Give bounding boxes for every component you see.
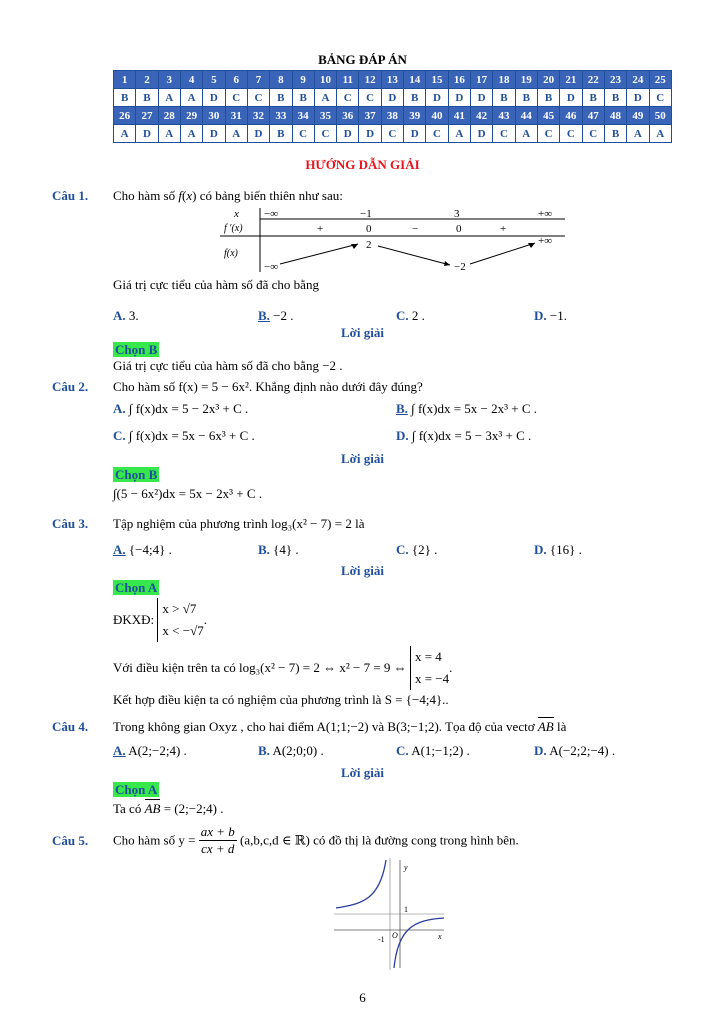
solution-label: Lời giải xyxy=(341,325,384,340)
option-value: A(2;0;0) . xyxy=(272,743,324,758)
option xyxy=(113,743,187,759)
condition-line: x > √7 xyxy=(162,601,197,616)
bbt-sign: 0 xyxy=(456,223,462,235)
option-value: {4} . xyxy=(273,542,299,557)
bbt-arrow xyxy=(378,246,450,265)
answer-cell: 40 xyxy=(426,107,448,125)
option xyxy=(396,428,531,444)
answer-cell: 9 xyxy=(292,71,314,89)
answer-row-answers xyxy=(114,89,672,107)
answer-cell: 2 xyxy=(136,71,158,89)
answer-cell: D xyxy=(471,125,493,143)
answer-cell: 20 xyxy=(537,71,559,89)
answer-cell: 8 xyxy=(270,71,292,89)
answer-cell: C xyxy=(381,125,403,143)
solution-label: Lời giải xyxy=(341,765,384,780)
option xyxy=(396,308,425,324)
graph-x-label: x xyxy=(438,932,442,941)
answer-cell: 39 xyxy=(404,107,426,125)
answer-cell: D xyxy=(404,125,426,143)
option-value: {16} . xyxy=(549,542,582,557)
vector-label: AB xyxy=(144,801,161,816)
answer-cell: 28 xyxy=(158,107,180,125)
option xyxy=(258,743,324,759)
bbt-sign: + xyxy=(317,223,324,235)
answer-cell: 24 xyxy=(627,71,649,89)
answer-cell: C xyxy=(292,125,314,143)
answer-cell: B xyxy=(270,89,292,107)
answer-cell: A xyxy=(158,89,180,107)
answer-cell: 4 xyxy=(180,71,202,89)
bbt-sign: 0 xyxy=(366,223,372,235)
option xyxy=(534,743,615,759)
fraction-denominator: cx + d xyxy=(201,841,235,856)
question-stem xyxy=(113,824,519,857)
variation-table xyxy=(220,208,565,272)
answer-cell: A xyxy=(314,89,336,107)
solution-heading: HƯỚNG DẪN GIẢI xyxy=(305,157,420,172)
answer-cell: D xyxy=(560,89,582,107)
answer-cell: 49 xyxy=(627,107,649,125)
answer-table-title: BẢNG ĐÁP ÁN xyxy=(318,52,407,67)
bbt-f-val: +∞ xyxy=(538,235,553,247)
stem-text: Cho hàm số y = xyxy=(113,832,196,848)
answer-table xyxy=(113,70,672,143)
solution-label: Lời giải xyxy=(341,563,384,578)
answer-cell: C xyxy=(314,125,336,143)
graph-branch-left xyxy=(336,860,386,908)
answer-cell: D xyxy=(203,89,225,107)
answer-cell: 5 xyxy=(203,71,225,89)
answer-cell: 47 xyxy=(582,107,604,125)
stem-text: có đồ thị là đường cong trong hình bên. xyxy=(313,832,519,848)
bbt-x-label: x xyxy=(234,208,239,220)
option-value: ∫ f(x)dx = 5x − 2x³ + C . xyxy=(411,401,538,416)
answer-cell: C xyxy=(582,125,604,143)
solution-label: Lời giải xyxy=(341,451,384,466)
answer-cell: D xyxy=(247,125,269,143)
answer-cell: 41 xyxy=(448,107,470,125)
option-key: D. xyxy=(534,308,547,323)
chosen-answer-badge: Chọn A xyxy=(115,782,158,797)
answer-cell: 7 xyxy=(247,71,269,89)
answer-cell: 50 xyxy=(649,107,672,125)
answer-cell: B xyxy=(136,89,158,107)
option-key: A. xyxy=(113,542,126,557)
bbt-f-val: −2 xyxy=(454,261,466,272)
answer-cell: 22 xyxy=(582,71,604,89)
option xyxy=(113,401,248,417)
answer-cell: A xyxy=(225,125,247,143)
option-value: A(−2;2;−4) . xyxy=(549,743,616,758)
option-key: C. xyxy=(396,743,409,758)
answer-row-answers xyxy=(114,125,672,143)
answer-cell: D xyxy=(337,125,359,143)
vector-label: AB xyxy=(537,719,554,734)
answer-cell: B xyxy=(114,89,136,107)
answer-cell: C xyxy=(560,125,582,143)
answer-cell: 10 xyxy=(314,71,336,89)
question-stem xyxy=(113,719,566,735)
chosen-answer-badge: Chọn B xyxy=(115,342,158,357)
solution-text: Kết hợp điều kiện ta có nghiệm của phương trình là S = {−4;4}.. xyxy=(113,692,449,707)
solution-text: Với điều kiện trên ta có log₃(x² − 7) = 2 ⇔ x² − 7 = 9 ⇔ xyxy=(113,660,407,675)
answer-cell: C xyxy=(337,89,359,107)
answer-cell: D xyxy=(627,89,649,107)
solution-step: Với điều kiện trên ta có log₃(x² − 7) = 2 ⇔ x² − 7 = 9 ⇔ x = 4 x = −4 . xyxy=(113,646,452,690)
stem-text: Trong không gian Oxyz , cho hai điểm A(1;1;−2) và B(3;−1;2). Tọa độ của vectơ xyxy=(113,719,535,734)
condition-bracket xyxy=(157,598,203,642)
domain-condition: ĐKXĐ: x > √7 x < −√7 . xyxy=(113,598,207,642)
option-key: C. xyxy=(113,428,126,443)
solution-bracket xyxy=(410,646,449,690)
graph-branch-right xyxy=(394,918,444,968)
page-number: 6 xyxy=(359,990,366,1005)
answer-cell: D xyxy=(136,125,158,143)
condition-line: x < −√7 xyxy=(162,623,204,638)
bbt-x-val: +∞ xyxy=(538,208,553,220)
answer-cell: C xyxy=(649,89,672,107)
bbt-x-val: −1 xyxy=(360,208,372,220)
answer-cell: D xyxy=(426,89,448,107)
answer-cell: B xyxy=(515,89,537,107)
answer-cell: A xyxy=(114,125,136,143)
option-key: D. xyxy=(534,542,547,557)
question-text: Giá trị cực tiểu của hàm số đã cho bằng xyxy=(113,277,319,292)
stem-text: có bảng biến thiên như sau: xyxy=(199,188,343,203)
answer-cell: 38 xyxy=(381,107,403,125)
solution-text: Giá trị cực tiểu của hàm số đã cho bằng −2 . xyxy=(113,358,343,373)
option xyxy=(113,428,255,444)
option xyxy=(396,542,437,558)
answer-cell: A xyxy=(158,125,180,143)
answer-cell: 33 xyxy=(270,107,292,125)
option-value: ∫ f(x)dx = 5 − 2x³ + C . xyxy=(128,401,249,416)
option-value: ∫ f(x)dx = 5x − 6x³ + C . xyxy=(128,428,255,443)
option-key: A. xyxy=(113,401,126,416)
answer-cell: 48 xyxy=(604,107,626,125)
answer-cell: D xyxy=(203,125,225,143)
chosen-answer-badge: Chọn B xyxy=(115,467,158,482)
answer-cell: 16 xyxy=(448,71,470,89)
question-stem: Cho hàm số f(x) = 5 − 6x². Khẳng định nào dưới đây đúng? xyxy=(113,379,423,394)
option xyxy=(534,542,582,558)
answer-cell: C xyxy=(493,125,515,143)
answer-cell: D xyxy=(448,89,470,107)
option-key: A. xyxy=(113,308,126,323)
answer-row-numbers xyxy=(114,107,672,125)
option-key: A. xyxy=(113,743,126,758)
question-label: Câu 3. xyxy=(52,516,89,531)
bbt-sign: + xyxy=(500,223,507,235)
option-value: A(2;−2;4) . xyxy=(128,743,187,758)
answer-cell: A xyxy=(180,125,202,143)
answer-cell: 46 xyxy=(560,107,582,125)
answer-cell: 32 xyxy=(247,107,269,125)
option-value: −1. xyxy=(549,308,567,323)
answer-cell: B xyxy=(493,89,515,107)
answer-cell: 25 xyxy=(649,71,672,89)
answer-cell: B xyxy=(537,89,559,107)
answer-cell: A xyxy=(627,125,649,143)
answer-cell: 11 xyxy=(337,71,359,89)
option-value: {2} . xyxy=(411,542,438,557)
solution-text: = (2;−2;4) . xyxy=(163,801,224,816)
answer-cell: C xyxy=(225,89,247,107)
bbt-f-val: −∞ xyxy=(264,261,279,272)
answer-cell: A xyxy=(448,125,470,143)
answer-cell: D xyxy=(381,89,403,107)
bbt-x-val: −∞ xyxy=(264,208,279,220)
solution-text: ∫(5 − 6x²)dx = 5x − 2x³ + C . xyxy=(113,486,263,501)
answer-cell: 30 xyxy=(203,107,225,125)
answer-row-numbers xyxy=(114,71,672,89)
answer-cell: C xyxy=(359,89,381,107)
answer-cell: C xyxy=(426,125,448,143)
answer-cell: 37 xyxy=(359,107,381,125)
bbt-arrow xyxy=(280,244,358,264)
answer-cell: 1 xyxy=(114,71,136,89)
question-label: Câu 4. xyxy=(52,719,89,734)
stem-text: Cho hàm số xyxy=(113,188,176,203)
option xyxy=(396,401,537,417)
solution-line: x = −4 xyxy=(414,671,450,686)
answer-cell: 31 xyxy=(225,107,247,125)
option-key: C. xyxy=(396,308,409,323)
stem-text: là xyxy=(556,719,567,734)
option xyxy=(258,542,299,558)
graph-origin-label: O xyxy=(392,931,398,940)
answer-cell: C xyxy=(247,89,269,107)
answer-cell: B xyxy=(604,89,626,107)
answer-cell: 43 xyxy=(493,107,515,125)
answer-cell: B xyxy=(582,89,604,107)
option-key: B. xyxy=(258,308,270,323)
option-key: C. xyxy=(396,542,409,557)
answer-cell: 19 xyxy=(515,71,537,89)
fraction-numerator: ax + b xyxy=(200,824,235,839)
option xyxy=(258,308,294,324)
option-key: B. xyxy=(396,401,408,416)
bbt-arrowhead xyxy=(351,244,358,249)
option-value: 3. xyxy=(128,308,139,323)
option xyxy=(396,743,470,759)
answer-cell: 29 xyxy=(180,107,202,125)
answer-cell: A xyxy=(515,125,537,143)
function-graph xyxy=(334,856,446,972)
answer-cell: 21 xyxy=(560,71,582,89)
option xyxy=(113,308,139,324)
answer-cell: 45 xyxy=(537,107,559,125)
answer-cell: B xyxy=(404,89,426,107)
graph-y-label: y xyxy=(404,863,408,872)
answer-cell: 34 xyxy=(292,107,314,125)
answer-cell: 13 xyxy=(381,71,403,89)
dkxd-label: ĐKXĐ: xyxy=(113,612,155,627)
answer-cell: 26 xyxy=(114,107,136,125)
bbt-f-label: f(x) xyxy=(224,248,238,259)
graph-tick-label: -1 xyxy=(378,935,385,944)
answer-cell: 14 xyxy=(404,71,426,89)
answer-cell: 36 xyxy=(337,107,359,125)
bbt-fp-label: f ′(x) xyxy=(224,223,243,234)
bbt-f-val: 2 xyxy=(366,239,372,251)
answer-cell: A xyxy=(649,125,672,143)
answer-cell: 6 xyxy=(225,71,247,89)
option-value: ∫ f(x)dx = 5 − 3x³ + C . xyxy=(411,428,532,443)
option-key: B. xyxy=(258,542,270,557)
graph-tick-label: 1 xyxy=(404,905,408,914)
option-value: A(1;−1;2) . xyxy=(411,743,470,758)
option xyxy=(113,542,172,558)
option-key: D. xyxy=(396,428,409,443)
fraction xyxy=(199,824,237,857)
answer-cell: 44 xyxy=(515,107,537,125)
answer-cell: B xyxy=(270,125,292,143)
solution-text xyxy=(113,801,224,817)
question-stem: Tập nghiệm của phương trình log₃(x² − 7) = 2 là xyxy=(113,516,365,531)
question-label: Câu 1. xyxy=(52,188,89,203)
answer-cell: A xyxy=(180,89,202,107)
chosen-answer-badge: Chọn A xyxy=(115,580,158,595)
question-stem: Cho hàm số f(x) có bảng biến thiên như sau: xyxy=(113,188,343,203)
answer-cell: D xyxy=(471,89,493,107)
option-key: B. xyxy=(258,743,270,758)
answer-cell: 27 xyxy=(136,107,158,125)
answer-cell: 23 xyxy=(604,71,626,89)
answer-cell: B xyxy=(292,89,314,107)
bbt-arrowhead xyxy=(528,243,535,248)
bbt-x-val: 3 xyxy=(454,208,460,220)
bbt-sign: − xyxy=(412,223,419,235)
stem-text: (a,b,c,d ∈ ℝ) xyxy=(240,832,310,848)
answer-cell: 3 xyxy=(158,71,180,89)
option xyxy=(534,308,567,324)
answer-cell: D xyxy=(359,125,381,143)
solution-text: Ta có xyxy=(113,801,142,816)
answer-cell: B xyxy=(604,125,626,143)
answer-cell: 15 xyxy=(426,71,448,89)
bbt-arrow xyxy=(470,243,535,264)
answer-cell: 42 xyxy=(471,107,493,125)
answer-cell: C xyxy=(537,125,559,143)
option-value: {−4;4} . xyxy=(128,542,172,557)
option-value: −2 . xyxy=(273,308,294,323)
question-label: Câu 2. xyxy=(52,379,89,394)
question-label: Câu 5. xyxy=(52,833,89,848)
option-value: 2 . xyxy=(411,308,425,323)
option-key: D. xyxy=(534,743,547,758)
answer-cell: 18 xyxy=(493,71,515,89)
answer-cell: 12 xyxy=(359,71,381,89)
answer-cell: 17 xyxy=(471,71,493,89)
solution-line: x = 4 xyxy=(414,649,442,664)
answer-cell: 35 xyxy=(314,107,336,125)
